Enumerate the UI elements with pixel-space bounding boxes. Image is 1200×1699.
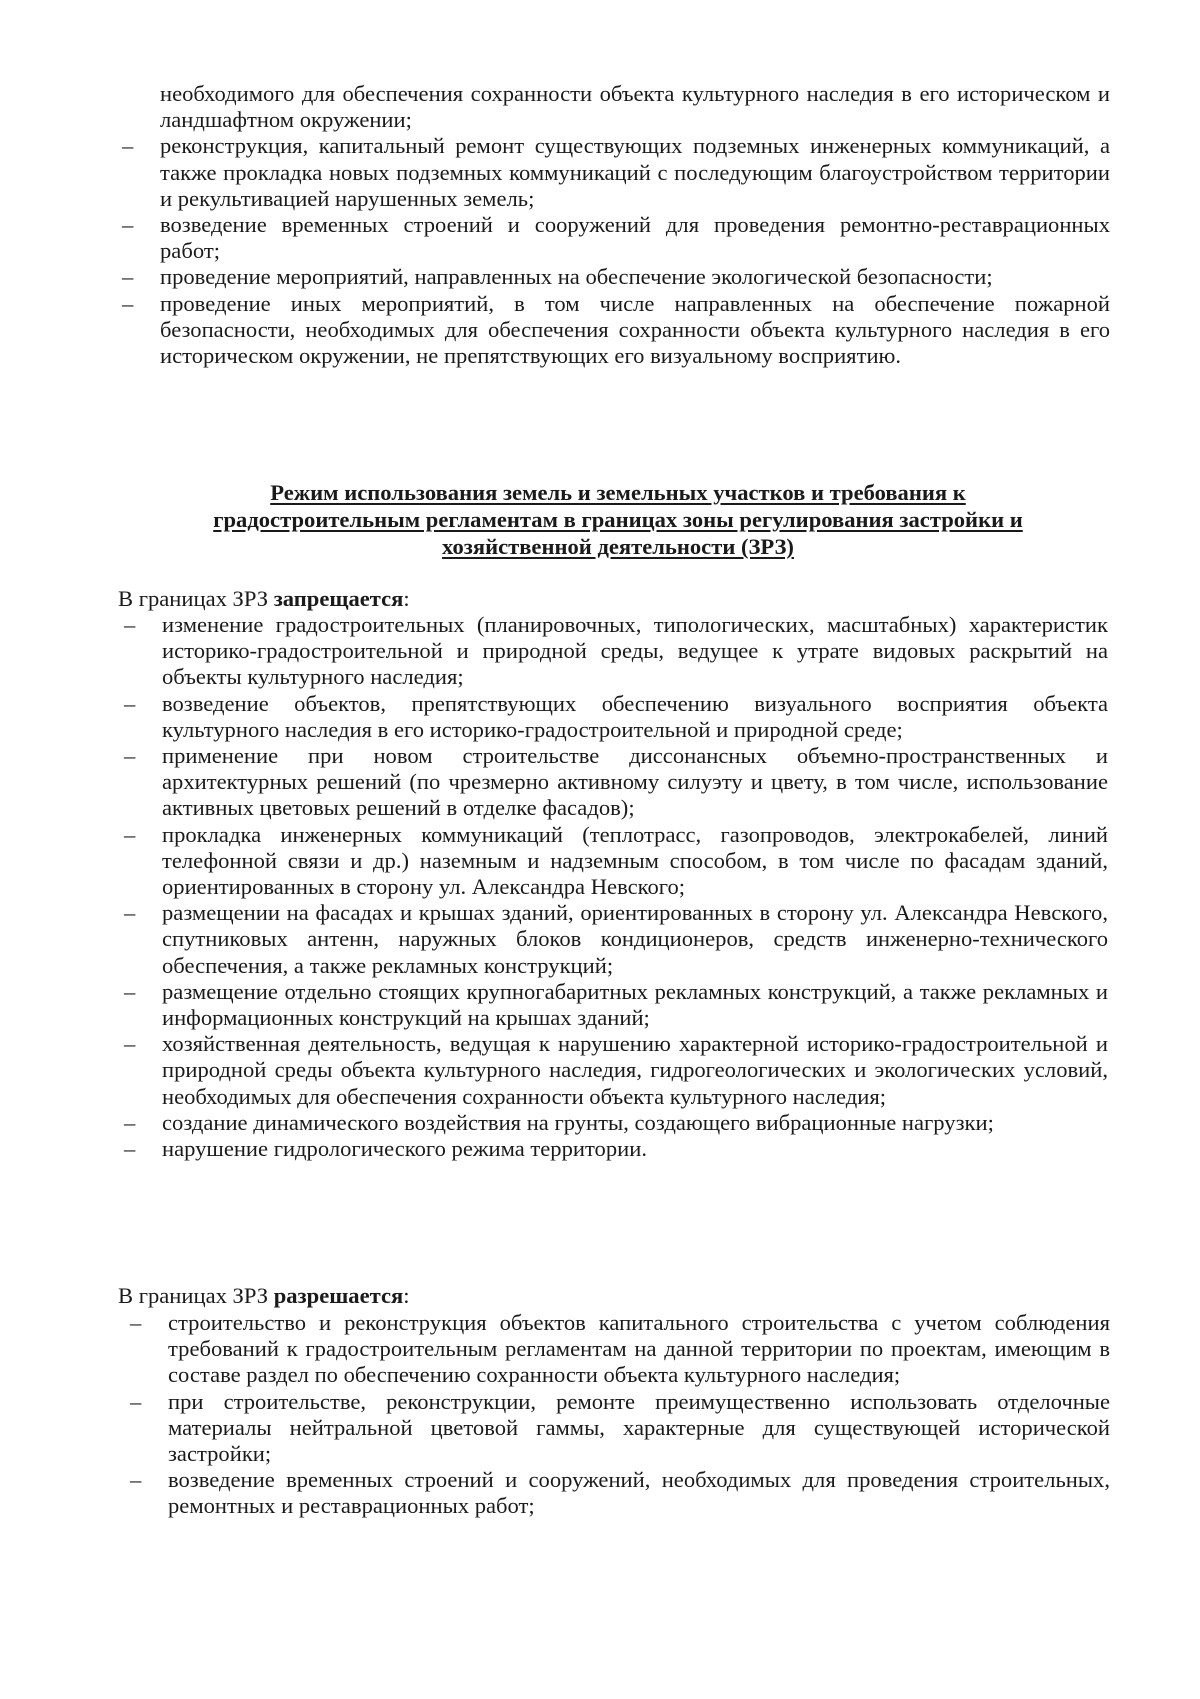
intro-suffix: :	[403, 1283, 410, 1308]
list-item	[124, 1109, 1108, 1136]
list-item-text: реконструкция, капитальный ремонт существующих подземных инженерных коммуникаций, а также прокладка новых подземных коммуникаций с последующим благоустройством территории и рекультивацией нарушенных земель;	[160, 133, 1110, 211]
list-item-text: хозяйственная деятельность, ведущая к нарушению характерной историко-градостроительной и природной среды объекта культурного наследия, гидрогеологических и экологических условий, необходимых для обеспечения сохранности объекта культурного наследия;	[162, 1031, 1108, 1109]
list-item	[160, 81, 1110, 133]
section-heading	[118, 479, 1118, 560]
list-item	[122, 264, 1110, 290]
list-item	[124, 900, 1108, 979]
list-item-text: при строительстве, реконструкции, ремонте преимущественно использовать отделочные материалы нейтральной цветовой гаммы, характерные для существующей исторической застройки;	[168, 1388, 1110, 1467]
list-item	[130, 1388, 1110, 1468]
list-item-text: создание динамического воздействия на грунты, создающего вибрационные нагрузки;	[162, 1109, 994, 1135]
list-item-text: строительство и реконструкция объектов капитального строительства с учетом соблюдения требований к градостроительным регламентам на данной территории по проектам, имеющим в составе раздел по обеспечению сохранности объекта культурного наследия;	[168, 1310, 1110, 1388]
list-item-text: возведение временных строений и сооружений, необходимых для проведения строительных, ремонтных и реставрационных работ;	[168, 1467, 1110, 1519]
dash-bullet: –	[124, 821, 136, 847]
list-item	[124, 1031, 1108, 1110]
dash-bullet: –	[130, 1310, 142, 1335]
list-item	[124, 1136, 1108, 1162]
list-item	[122, 290, 1110, 370]
list-item-text: необходимого для обеспечения сохранности объекта культурного наследия в его историческом и ландшафтном окружении;	[160, 81, 1110, 133]
list-item-text: проведение иных мероприятий, в том числе направленных на обеспечение пожарной безопасности, необходимых для обеспечения сохранности объекта культурного наследия в его историческом окружении, не препятствующих его визуальному восприятию.	[160, 290, 1110, 369]
list-item	[124, 821, 1108, 901]
dash-bullet: –	[124, 1031, 136, 1057]
list-item-text: прокладка инженерных коммуникаций (теплотрасс, газопроводов, электрокабелей, линий телефонной связи и др.) наземным и надземным способом, в том числе по фасадам зданий, ориентированных в сторону ул. Александра Невского;	[162, 821, 1108, 900]
continuation-list	[122, 81, 1110, 369]
intro-suffix: :	[403, 586, 410, 611]
list-item-text: нарушение гидрологического режима территории.	[162, 1136, 647, 1162]
allowed-intro	[118, 1283, 410, 1309]
dash-bullet: –	[124, 743, 136, 769]
list-item-text: размещение отдельно стоящих крупногабаритных рекламных конструкций, а также рекламных и информационных конструкций на крышах зданий;	[162, 978, 1108, 1031]
intro-keyword: запрещается	[273, 586, 404, 611]
list-item	[124, 743, 1108, 822]
list-item	[130, 1310, 1110, 1389]
list-item-text: применение при новом строительстве диссонансных объемно-пространственных и архитектурных решений (по чрезмерно активному силуэту и цвету, в том числе, использование активных цветовых решений в отделке фасадов);	[162, 743, 1108, 821]
heading-line: хозяйственной деятельности (ЗРЗ)	[442, 534, 794, 559]
list-item	[124, 690, 1108, 743]
heading-line: Режим использования земель и земельных участков и требования к	[270, 480, 966, 505]
list-item	[124, 612, 1108, 691]
dash-bullet: –	[124, 1109, 136, 1135]
prohibited-list	[124, 612, 1108, 1162]
list-item	[124, 978, 1108, 1031]
allowed-list	[130, 1310, 1110, 1520]
intro-keyword: разрешается	[273, 1283, 404, 1308]
dash-bullet: –	[130, 1467, 142, 1493]
dash-bullet: –	[122, 133, 134, 159]
list-item-text: изменение градостроительных (планировочных, типологических, масштабных) характеристик историко-градостроительной и природной среды, ведущее к утрате видовых раскрытий на объекты культурного наследия;	[162, 612, 1108, 690]
dash-bullet: –	[130, 1388, 142, 1414]
list-item-text: проведение мероприятий, направленных на обеспечение экологической безопасности;	[160, 264, 993, 290]
list-item-text: возведение временных строений и сооружений для проведения ремонтно-реставрационных работ;	[160, 212, 1110, 264]
intro-prefix: В границах ЗРЗ	[118, 1283, 274, 1308]
dash-bullet: –	[122, 264, 134, 290]
dash-bullet: –	[122, 212, 134, 238]
list-item	[122, 212, 1110, 264]
dash-bullet: –	[124, 1136, 136, 1162]
dash-bullet: –	[122, 290, 134, 316]
prohibited-intro	[118, 586, 410, 612]
list-item	[130, 1467, 1110, 1519]
dash-bullet: –	[124, 978, 136, 1004]
list-item-text: возведение объектов, препятствующих обеспечению визуального восприятия объекта культурного наследия в его историко-градостроительной и природной среде;	[162, 690, 1108, 742]
intro-prefix: В границах ЗРЗ	[118, 586, 274, 611]
list-item-text: размещении на фасадах и крышах зданий, ориентированных в сторону ул. Александра Невского, спутниковых антенн, наружных блоков кондиционеров, средств инженерно-технического обеспечения, а также рекламных конструкций;	[162, 900, 1108, 978]
list-item	[122, 133, 1110, 212]
dash-bullet: –	[124, 612, 136, 637]
heading-line: градостроительным регламентам в границах зоны регулирования застройки и	[213, 507, 1023, 532]
dash-bullet: –	[124, 690, 136, 716]
dash-bullet: –	[124, 900, 136, 926]
